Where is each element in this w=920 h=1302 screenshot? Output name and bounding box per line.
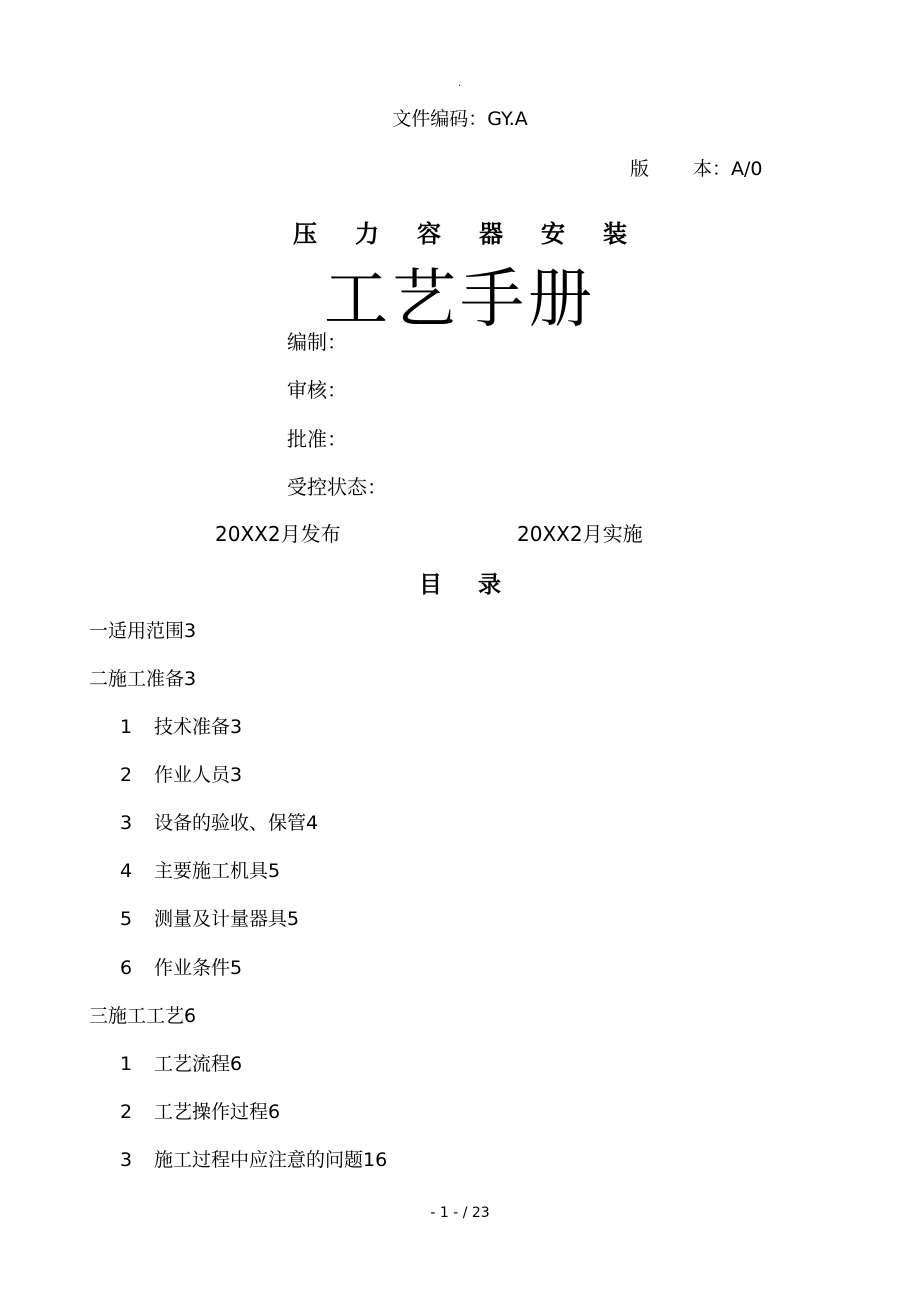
toc-item-3-1[interactable] bbox=[120, 1049, 242, 1076]
toc-item-2-1[interactable] bbox=[120, 712, 242, 739]
page-number: - 1 - / 23 bbox=[430, 1205, 490, 1221]
toc-item-number: 1 bbox=[120, 716, 133, 738]
toc-item-text: 一适用范围3 bbox=[89, 620, 197, 642]
approved-by-field: 批准： bbox=[287, 427, 347, 451]
control-status-field: 受控状态： bbox=[287, 475, 387, 499]
toc-item-text: 设备的验收、保管4 bbox=[154, 812, 319, 834]
toc-item-text: 二施工准备3 bbox=[89, 668, 197, 690]
toc-item-text: 施工过程中应注意的问题16 bbox=[154, 1149, 388, 1171]
toc-item-number: 1 bbox=[120, 1053, 133, 1075]
toc-item-number: 2 bbox=[120, 764, 133, 786]
toc-title: 目录 bbox=[419, 571, 537, 598]
document-subtitle: 压力容器安装 bbox=[293, 219, 665, 248]
toc-section-3[interactable] bbox=[89, 1001, 196, 1028]
version-label-part2: 本：A/0 bbox=[693, 158, 763, 180]
toc-item-text: 主要施工机具5 bbox=[154, 860, 281, 882]
toc-section-2[interactable] bbox=[89, 664, 196, 691]
toc-item-2-6[interactable] bbox=[120, 953, 242, 980]
reviewed-by-field: 审核： bbox=[287, 378, 347, 402]
header-dot: . bbox=[458, 78, 462, 89]
toc-item-number: 3 bbox=[120, 812, 133, 834]
toc-item-number: 3 bbox=[120, 1149, 133, 1171]
toc-item-text: 作业人员3 bbox=[154, 764, 243, 786]
toc-item-text: 作业条件5 bbox=[154, 957, 243, 979]
toc-item-number: 4 bbox=[120, 860, 133, 882]
toc-item-number: 5 bbox=[120, 908, 133, 930]
compiled-by-field: 编制： bbox=[287, 330, 347, 354]
version-label-part1: 版 bbox=[630, 158, 650, 180]
toc-item-text: 三施工工艺6 bbox=[89, 1005, 197, 1027]
toc-item-2-3[interactable] bbox=[120, 808, 318, 835]
toc-item-text: 工艺操作过程6 bbox=[154, 1101, 281, 1123]
document-title: 工艺手册 bbox=[324, 263, 596, 337]
toc-item-number: 2 bbox=[120, 1101, 133, 1123]
toc-item-number: 6 bbox=[120, 957, 133, 979]
toc-item-text: 测量及计量器具5 bbox=[154, 908, 300, 930]
version-line bbox=[630, 154, 763, 181]
toc-section-1[interactable] bbox=[89, 616, 196, 643]
release-date: 20XX2月发布 bbox=[215, 522, 341, 546]
toc-item-3-3[interactable] bbox=[120, 1145, 387, 1172]
toc-item-text: 技术准备3 bbox=[154, 716, 243, 738]
toc-item-2-5[interactable] bbox=[120, 904, 299, 931]
toc-item-2-2[interactable] bbox=[120, 760, 242, 787]
document-code: 文件编码：GY.A bbox=[392, 108, 528, 130]
toc-item-2-4[interactable] bbox=[120, 856, 280, 883]
effective-date: 20XX2月实施 bbox=[517, 522, 643, 546]
toc-item-3-2[interactable] bbox=[120, 1097, 280, 1124]
toc-item-text: 工艺流程6 bbox=[154, 1053, 243, 1075]
